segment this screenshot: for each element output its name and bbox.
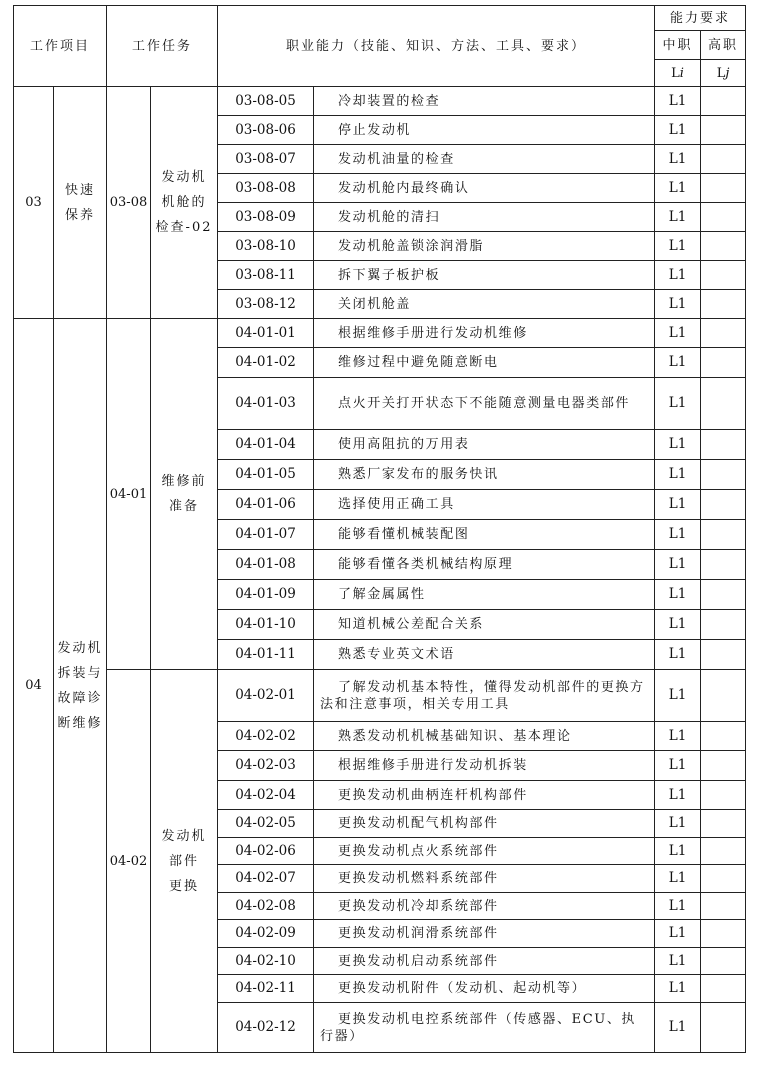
row-description-text: 拆下翼子板护板 bbox=[338, 267, 441, 283]
row-description bbox=[314, 116, 655, 145]
row-description bbox=[314, 520, 655, 550]
row-level-middle: L1 bbox=[655, 87, 701, 116]
row-description bbox=[314, 948, 655, 975]
row-level-high bbox=[701, 520, 746, 550]
row-description bbox=[314, 203, 655, 232]
row-level-middle: L1 bbox=[655, 490, 701, 520]
row-code: 03-08-08 bbox=[218, 174, 314, 203]
row-description-text: 知道机械公差配合关系 bbox=[338, 617, 485, 632]
row-level-high bbox=[701, 378, 746, 430]
row-level-middle: L1 bbox=[655, 893, 701, 920]
row-description bbox=[314, 145, 655, 174]
item-name-03 bbox=[54, 87, 107, 319]
row-code: 04-02-10 bbox=[218, 948, 314, 975]
task-name-04-02-line2: 部件 bbox=[169, 853, 200, 869]
row-description-text: 熟悉专业英文术语 bbox=[338, 647, 455, 662]
row-level-middle: L1 bbox=[655, 722, 701, 751]
row-level-high bbox=[701, 116, 746, 145]
item-name-03-line1: 快速 bbox=[65, 182, 96, 198]
row-description bbox=[314, 174, 655, 203]
task-name-03-08-line2: 机舱的 bbox=[161, 195, 207, 210]
row-description-text: 更换发动机电控系统部件（传感器、ECU、执行器） bbox=[320, 1011, 637, 1044]
header-lj-sub: j bbox=[725, 65, 730, 81]
task-name-03-08 bbox=[151, 87, 218, 319]
row-level-high bbox=[701, 640, 746, 670]
row-description bbox=[314, 550, 655, 580]
row-description bbox=[314, 640, 655, 670]
task-code-03-08: 03-08 bbox=[107, 87, 151, 319]
row-code: 04-01-01 bbox=[218, 319, 314, 348]
row-description-text: 点火开关打开状态下不能随意测量电器类部件 bbox=[338, 396, 631, 411]
row-description bbox=[314, 722, 655, 751]
row-description-text: 能够看懂机械装配图 bbox=[338, 527, 470, 542]
row-level-middle: L1 bbox=[655, 975, 701, 1003]
header-higher-vocational: 高职 bbox=[701, 31, 746, 60]
header-li-letter: L bbox=[671, 65, 680, 81]
row-description bbox=[314, 1003, 655, 1053]
row-code: 04-02-05 bbox=[218, 810, 314, 838]
row-code: 03-08-11 bbox=[218, 261, 314, 290]
row-level-high bbox=[701, 261, 746, 290]
item-code-04: 04 bbox=[14, 319, 54, 1053]
task-name-04-01-line1: 维修前 bbox=[161, 474, 207, 489]
row-level-middle: L1 bbox=[655, 810, 701, 838]
row-description bbox=[314, 87, 655, 116]
row-level-middle: L1 bbox=[655, 145, 701, 174]
row-description-text: 更换发动机润滑系统部件 bbox=[338, 926, 499, 941]
row-code: 04-02-07 bbox=[218, 865, 314, 893]
row-description bbox=[314, 290, 655, 319]
row-description-text: 了解金属属性 bbox=[338, 587, 426, 602]
row-level-middle: L1 bbox=[655, 610, 701, 640]
row-description-text: 关闭机舱盖 bbox=[338, 296, 412, 312]
row-code: 04-02-01 bbox=[218, 670, 314, 722]
row-level-middle: L1 bbox=[655, 948, 701, 975]
row-level-high bbox=[701, 670, 746, 722]
row-code: 04-01-05 bbox=[218, 460, 314, 490]
row-level-high bbox=[701, 893, 746, 920]
task-name-04-01 bbox=[151, 319, 218, 670]
row-code: 04-02-11 bbox=[218, 975, 314, 1003]
task-name-04-02 bbox=[151, 670, 218, 1053]
row-level-high bbox=[701, 174, 746, 203]
item-name-03-line2: 保养 bbox=[65, 207, 96, 223]
row-description bbox=[314, 893, 655, 920]
row-level-middle: L1 bbox=[655, 460, 701, 490]
row-level-high bbox=[701, 232, 746, 261]
header-work-item: 工作项目 bbox=[14, 6, 107, 87]
row-level-middle: L1 bbox=[655, 640, 701, 670]
row-level-middle: L1 bbox=[655, 174, 701, 203]
table-row bbox=[14, 670, 746, 722]
row-description bbox=[314, 319, 655, 348]
row-description-text: 更换发动机点火系统部件 bbox=[338, 843, 499, 859]
row-level-middle: L1 bbox=[655, 319, 701, 348]
row-level-high bbox=[701, 348, 746, 378]
row-description bbox=[314, 838, 655, 865]
header-lj bbox=[701, 60, 746, 87]
row-level-high bbox=[701, 203, 746, 232]
item-name-04-line2: 拆装与 bbox=[57, 665, 103, 681]
row-level-middle: L1 bbox=[655, 1003, 701, 1053]
task-name-04-02-line3: 更换 bbox=[169, 878, 200, 894]
row-description-text: 更换发动机附件（发动机、起动机等） bbox=[338, 981, 587, 996]
row-description bbox=[314, 580, 655, 610]
row-description-text: 使用高阻抗的万用表 bbox=[338, 437, 470, 452]
row-code: 04-02-08 bbox=[218, 893, 314, 920]
row-code: 04-01-06 bbox=[218, 490, 314, 520]
row-level-high bbox=[701, 290, 746, 319]
row-description-text: 发动机舱的清扫 bbox=[338, 209, 441, 225]
competence-table bbox=[13, 5, 746, 1053]
row-description bbox=[314, 810, 655, 838]
row-description bbox=[314, 348, 655, 378]
row-level-middle: L1 bbox=[655, 378, 701, 430]
row-description-text: 发动机舱内最终确认 bbox=[338, 180, 470, 196]
row-code: 04-02-02 bbox=[218, 722, 314, 751]
row-level-high bbox=[701, 490, 746, 520]
row-code: 04-02-03 bbox=[218, 751, 314, 781]
row-description-text: 根据维修手册进行发动机维修 bbox=[338, 325, 528, 341]
row-description-text: 熟悉发动机机械基础知识、基本理论 bbox=[338, 728, 572, 744]
table-row bbox=[14, 319, 746, 348]
row-level-middle: L1 bbox=[655, 430, 701, 460]
row-description-text: 熟悉厂家发布的服务快讯 bbox=[338, 467, 499, 482]
row-code: 04-02-06 bbox=[218, 838, 314, 865]
row-level-middle: L1 bbox=[655, 232, 701, 261]
row-description bbox=[314, 920, 655, 948]
row-level-high bbox=[701, 838, 746, 865]
row-level-middle: L1 bbox=[655, 290, 701, 319]
item-name-04-line4: 断维修 bbox=[57, 715, 103, 731]
row-level-middle: L1 bbox=[655, 781, 701, 810]
task-name-04-01-line2: 准备 bbox=[169, 499, 200, 514]
table-body bbox=[14, 6, 746, 1053]
row-level-high bbox=[701, 722, 746, 751]
table-row bbox=[14, 87, 746, 116]
task-name-04-02-line1: 发动机 bbox=[161, 828, 207, 844]
row-description bbox=[314, 751, 655, 781]
row-code: 04-01-11 bbox=[218, 640, 314, 670]
row-description bbox=[314, 865, 655, 893]
row-level-middle: L1 bbox=[655, 520, 701, 550]
row-level-high bbox=[701, 1003, 746, 1053]
row-description bbox=[314, 378, 655, 430]
row-level-high bbox=[701, 460, 746, 490]
row-level-middle: L1 bbox=[655, 550, 701, 580]
row-description bbox=[314, 430, 655, 460]
row-description-text: 停止发动机 bbox=[338, 122, 412, 138]
row-code: 03-08-07 bbox=[218, 145, 314, 174]
row-code: 04-01-07 bbox=[218, 520, 314, 550]
row-level-middle: L1 bbox=[655, 116, 701, 145]
row-code: 04-01-04 bbox=[218, 430, 314, 460]
row-code: 03-08-06 bbox=[218, 116, 314, 145]
header-competence: 职业能力（技能、知识、方法、工具、要求） bbox=[218, 6, 655, 87]
row-code: 04-01-08 bbox=[218, 550, 314, 580]
row-description-text: 更换发动机曲柄连杆机构部件 bbox=[338, 787, 528, 803]
header-work-task: 工作任务 bbox=[107, 6, 218, 87]
row-level-middle: L1 bbox=[655, 261, 701, 290]
row-description bbox=[314, 610, 655, 640]
row-code: 04-02-09 bbox=[218, 920, 314, 948]
item-name-04 bbox=[54, 319, 107, 1053]
row-description-text: 更换发动机配气机构部件 bbox=[338, 816, 499, 831]
row-description bbox=[314, 232, 655, 261]
row-level-high bbox=[701, 610, 746, 640]
row-description-text: 根据维修手册进行发动机拆装 bbox=[338, 758, 528, 773]
row-level-high bbox=[701, 751, 746, 781]
row-level-middle: L1 bbox=[655, 865, 701, 893]
row-level-high bbox=[701, 87, 746, 116]
row-level-high bbox=[701, 865, 746, 893]
row-level-middle: L1 bbox=[655, 348, 701, 378]
item-name-04-line1: 发动机 bbox=[57, 640, 103, 656]
row-description-text: 更换发动机燃料系统部件 bbox=[338, 871, 499, 886]
row-code: 04-02-04 bbox=[218, 781, 314, 810]
task-name-03-08-line1: 发动机 bbox=[161, 170, 207, 185]
header-ability-requirement: 能力要求 bbox=[655, 6, 746, 31]
row-description-text: 更换发动机启动系统部件 bbox=[338, 953, 499, 969]
item-code-03: 03 bbox=[14, 87, 54, 319]
header-li bbox=[655, 60, 701, 87]
row-level-middle: L1 bbox=[655, 203, 701, 232]
row-level-high bbox=[701, 580, 746, 610]
task-code-04-01: 04-01 bbox=[107, 319, 151, 670]
row-description-text: 了解发动机基本特性，懂得发动机部件的更换方法和注意事项，相关专用工具 bbox=[320, 679, 645, 712]
row-code: 04-02-12 bbox=[218, 1003, 314, 1053]
row-code: 04-01-03 bbox=[218, 378, 314, 430]
header-middle-vocational: 中职 bbox=[655, 31, 701, 60]
task-code-04-02: 04-02 bbox=[107, 670, 151, 1053]
row-level-middle: L1 bbox=[655, 838, 701, 865]
row-description-text: 发动机油量的检查 bbox=[338, 151, 455, 167]
row-level-high bbox=[701, 920, 746, 948]
row-level-high bbox=[701, 781, 746, 810]
row-description bbox=[314, 975, 655, 1003]
row-level-high bbox=[701, 430, 746, 460]
row-code: 03-08-09 bbox=[218, 203, 314, 232]
row-level-high bbox=[701, 145, 746, 174]
row-code: 04-01-09 bbox=[218, 580, 314, 610]
row-code: 03-08-12 bbox=[218, 290, 314, 319]
row-description bbox=[314, 670, 655, 722]
row-level-high bbox=[701, 550, 746, 580]
row-level-middle: L1 bbox=[655, 580, 701, 610]
row-description bbox=[314, 781, 655, 810]
row-description-text: 发动机舱盖锁涂润滑脂 bbox=[338, 238, 485, 254]
row-level-middle: L1 bbox=[655, 920, 701, 948]
row-description bbox=[314, 490, 655, 520]
row-description-text: 选择使用正确工具 bbox=[338, 497, 455, 512]
row-description-text: 更换发动机冷却系统部件 bbox=[338, 898, 499, 914]
row-code: 04-01-10 bbox=[218, 610, 314, 640]
row-description-text: 维修过程中避免随意断电 bbox=[338, 355, 499, 370]
row-code: 03-08-05 bbox=[218, 87, 314, 116]
row-description bbox=[314, 460, 655, 490]
row-level-middle: L1 bbox=[655, 670, 701, 722]
header-lj-letter: L bbox=[716, 65, 726, 81]
row-level-high bbox=[701, 948, 746, 975]
row-description-text: 冷却装置的检查 bbox=[338, 93, 441, 109]
item-name-04-line3: 故障诊 bbox=[57, 690, 103, 706]
row-level-high bbox=[701, 975, 746, 1003]
row-description bbox=[314, 261, 655, 290]
row-level-middle: L1 bbox=[655, 751, 701, 781]
row-level-high bbox=[701, 810, 746, 838]
row-level-high bbox=[701, 319, 746, 348]
row-code: 03-08-10 bbox=[218, 232, 314, 261]
row-description-text: 能够看懂各类机械结构原理 bbox=[338, 557, 514, 572]
task-name-03-08-line3: 检查-02 bbox=[155, 220, 213, 235]
row-code: 04-01-02 bbox=[218, 348, 314, 378]
header-li-sub: i bbox=[679, 65, 684, 81]
